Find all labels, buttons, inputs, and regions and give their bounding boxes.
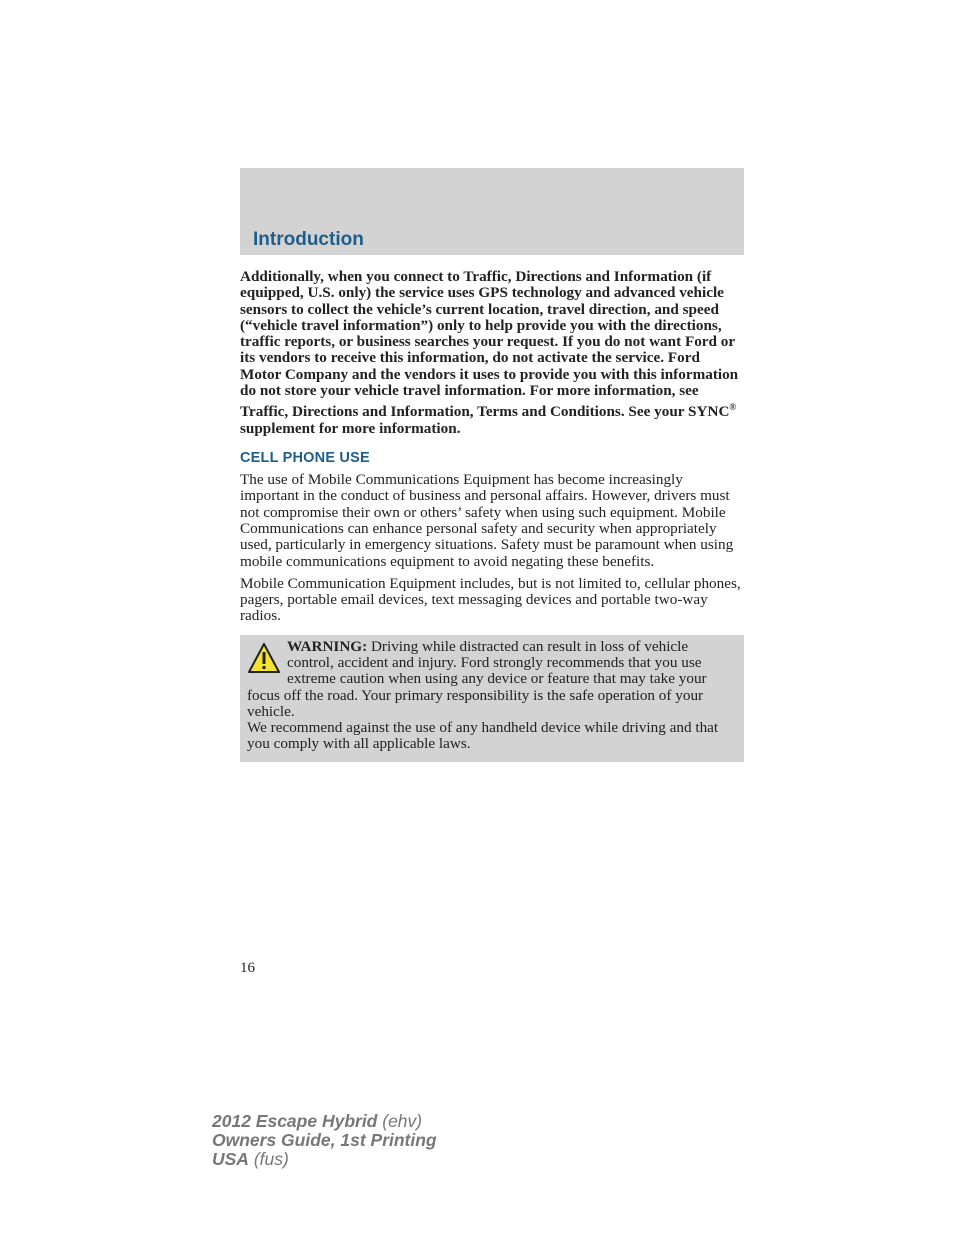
warning-triangle-icon	[247, 641, 281, 675]
footer-model-code: (ehv)	[377, 1111, 423, 1131]
footer-guide: Owners Guide, 1st Printing	[212, 1130, 437, 1150]
intro-text: Additionally, when you connect to Traffic, Directions and Information (if equipped, U.S. only) the service uses GPS technology and advanced vehicle sensors to collect the vehicle’s current location, travel direction, and speed (“vehicle travel information”) only to help provide you with the directions, traffic reports, or business searches your request. If you do not want Ford or its vendors to receive this information, do not activate the service. Ford Motor Company and the vendors it uses to provide you with this information do not store your vehicle travel information. For more information, see Traffic, Directions and Information, Terms and Conditions. See your SYNC	[240, 268, 739, 421]
section-header-band	[240, 168, 744, 255]
footer-region-code: (fus)	[248, 1149, 289, 1169]
footer-line-3	[212, 1150, 437, 1169]
intro-tail: supplement for more information.	[240, 419, 461, 437]
warning-body: Driving while distracted can result in loss of vehicle control, accident and injury. Ford strongly recommends that you use extreme caution when using any device or feature that may take your focus off the road. Your primary responsibility is the safe operation of your vehicle.	[247, 637, 707, 720]
section-title: Introduction	[253, 229, 364, 250]
document-footer	[212, 1112, 437, 1169]
warning-text-1	[247, 639, 736, 720]
footer-line-2	[212, 1131, 437, 1150]
registered-mark: ®	[729, 402, 737, 413]
cell-phone-heading: CELL PHONE USE	[240, 450, 370, 467]
footer-model: 2012 Escape Hybrid	[212, 1111, 378, 1131]
warning-box	[240, 635, 744, 762]
cell-phone-paragraph-2: Mobile Communication Equipment includes, but is not limited to, cellular phones, pagers, portable email devices, text messaging devices and portable two-way radios.	[240, 574, 741, 625]
warning-label: WARNING:	[287, 637, 368, 655]
footer-line-1	[212, 1112, 437, 1131]
page-number: 16	[240, 960, 255, 976]
cell-phone-paragraph-1: The use of Mobile Communications Equipment has become increasingly important in the conduct of business and personal affairs. However, drivers must not compromise their own or others’ safety when using such equipment. Mobile Communications can enhance personal safety and security when appropriately used, particularly in emergency situations. Safety must be paramount when using mobile communications equipment to avoid negating these benefits.	[240, 471, 734, 570]
page-content	[240, 269, 744, 762]
warning-text-2: We recommend against the use of any handheld device while driving and that you comply with all applicable laws.	[247, 719, 719, 753]
intro-paragraph	[240, 269, 744, 437]
footer-region: USA	[212, 1149, 249, 1169]
